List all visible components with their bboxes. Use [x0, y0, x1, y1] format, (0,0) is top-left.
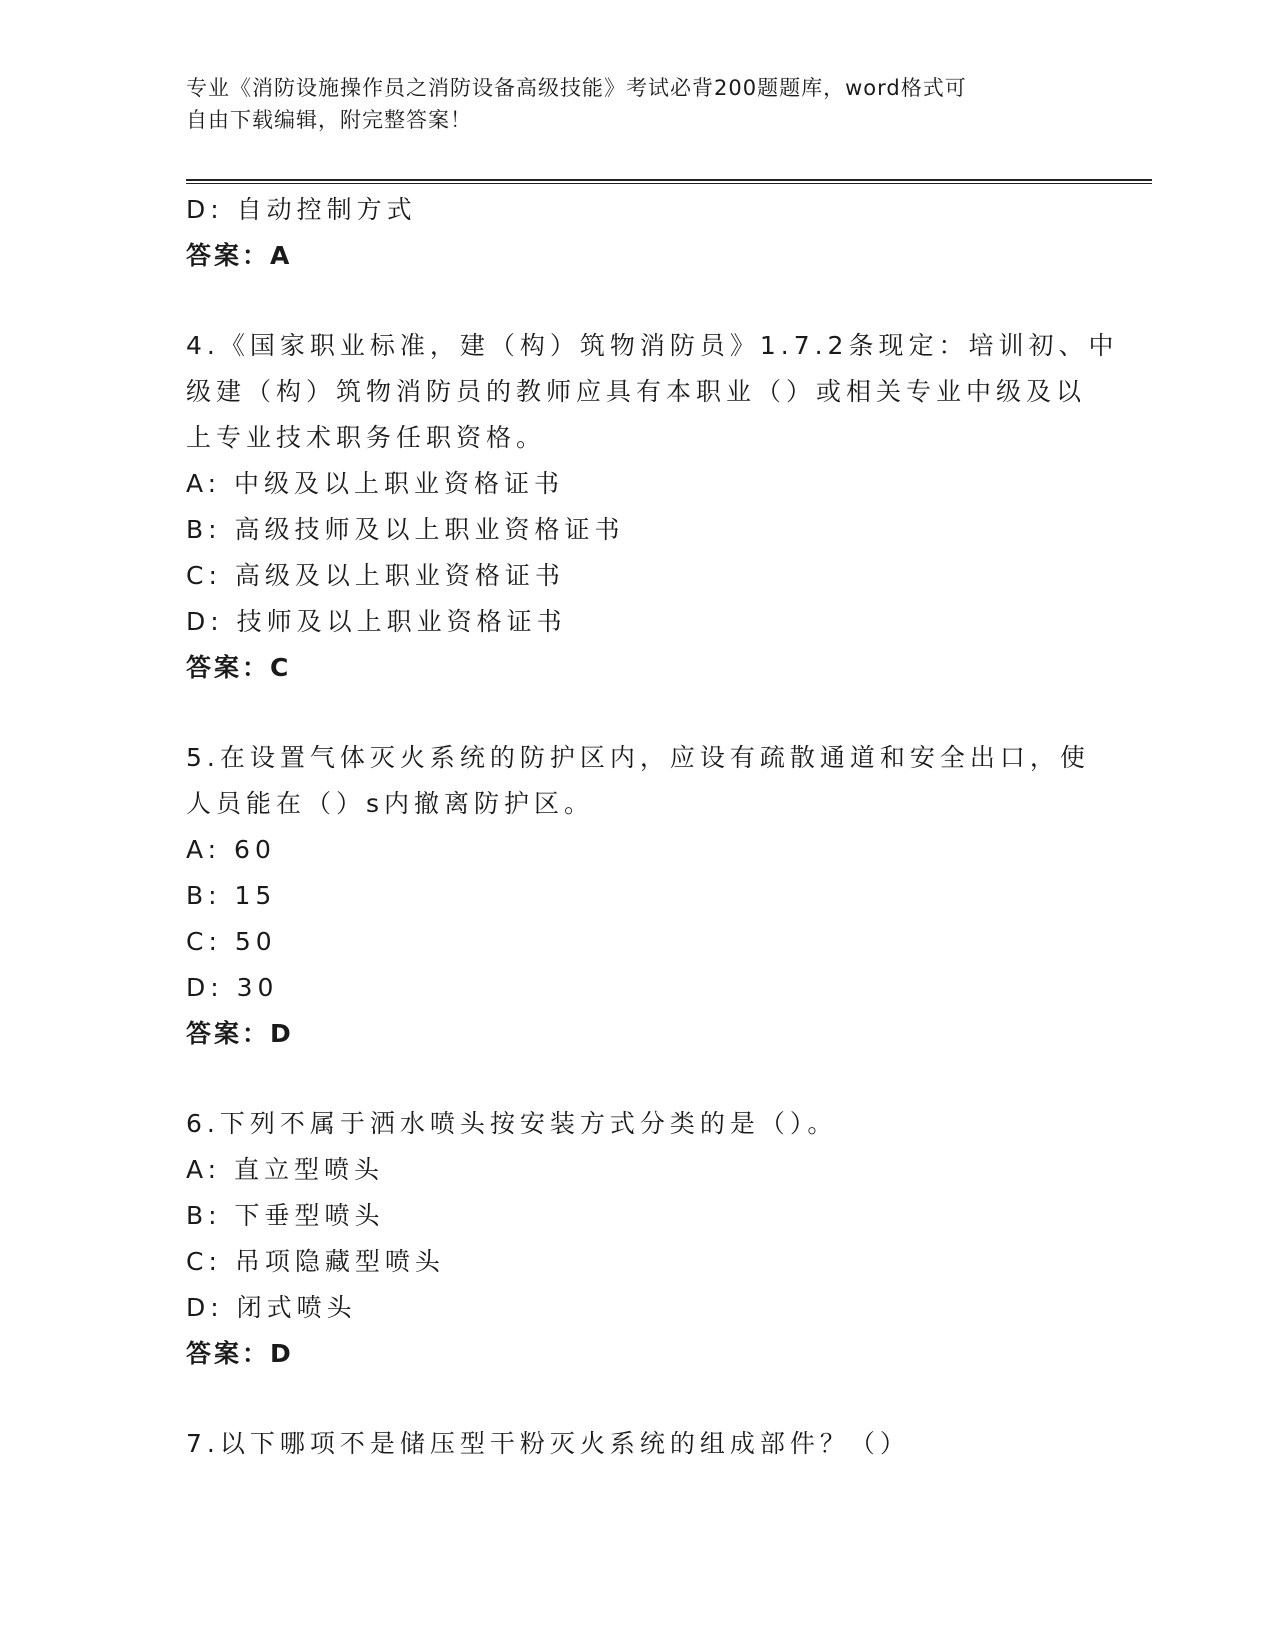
header-divider-thick	[186, 179, 1152, 181]
question-7	[186, 1421, 1086, 1467]
option-c: C: 高级及以上职业资格证书	[186, 561, 565, 590]
question-text-line: 级建（构）筑物消防员的教师应具有本职业（）或相关专业中级及以	[186, 377, 1087, 406]
question-4	[186, 323, 1119, 691]
header-line-1: 专业《消防设施操作员之消防设备高级技能》考试必背200题题库，word格式可	[186, 76, 967, 100]
option-a: A: 60	[186, 835, 276, 864]
option-c: C: 吊项隐藏型喷头	[186, 1247, 445, 1276]
document-header	[186, 72, 1066, 136]
question-text-line: 人员能在（）s内撤离防护区。	[186, 789, 595, 818]
option-b: B: 下垂型喷头	[186, 1201, 385, 1230]
option-d: D: 技师及以上职业资格证书	[186, 607, 567, 636]
option-d: D: 30	[186, 973, 279, 1002]
spacer	[186, 691, 1086, 735]
spacer	[186, 279, 1086, 323]
answer-line: 答案：D	[186, 1339, 294, 1368]
header-line-2: 自由下载编辑，附完整答案！	[186, 108, 472, 132]
question-text-line: 5.在设置气体灭火系统的防护区内，应设有疏散通道和安全出口，使	[186, 743, 1090, 772]
spacer	[186, 1057, 1086, 1101]
option-d: D: 自动控制方式	[186, 195, 417, 224]
answer-line: 答案：A	[186, 241, 293, 270]
option-a: A: 中级及以上职业资格证书	[186, 469, 565, 498]
answer-line: 答案：D	[186, 1019, 294, 1048]
header-divider-thin	[186, 183, 1152, 184]
answer-line: 答案：C	[186, 653, 292, 682]
question-text-line: 上专业技术职务任职资格。	[186, 423, 547, 452]
question-text-line: 7.以下哪项不是储压型干粉灭火系统的组成部件？（）	[186, 1429, 910, 1458]
question-text-line: 4.《国家职业标准，建（构）筑物消防员》1.7.2条现定：培训初、中	[186, 331, 1119, 360]
questions-body	[186, 187, 1119, 1467]
spacer	[186, 1377, 1086, 1421]
question-5	[186, 735, 1090, 1057]
option-c: C: 50	[186, 927, 277, 956]
option-a: A: 直立型喷头	[186, 1155, 385, 1184]
option-b: B: 高级技师及以上职业资格证书	[186, 515, 625, 544]
option-d: D: 闭式喷头	[186, 1293, 357, 1322]
question-6	[186, 1101, 1086, 1377]
question-text-line: 6.下列不属于洒水喷头按安装方式分类的是（）。	[186, 1109, 838, 1138]
option-b: B: 15	[186, 881, 277, 910]
